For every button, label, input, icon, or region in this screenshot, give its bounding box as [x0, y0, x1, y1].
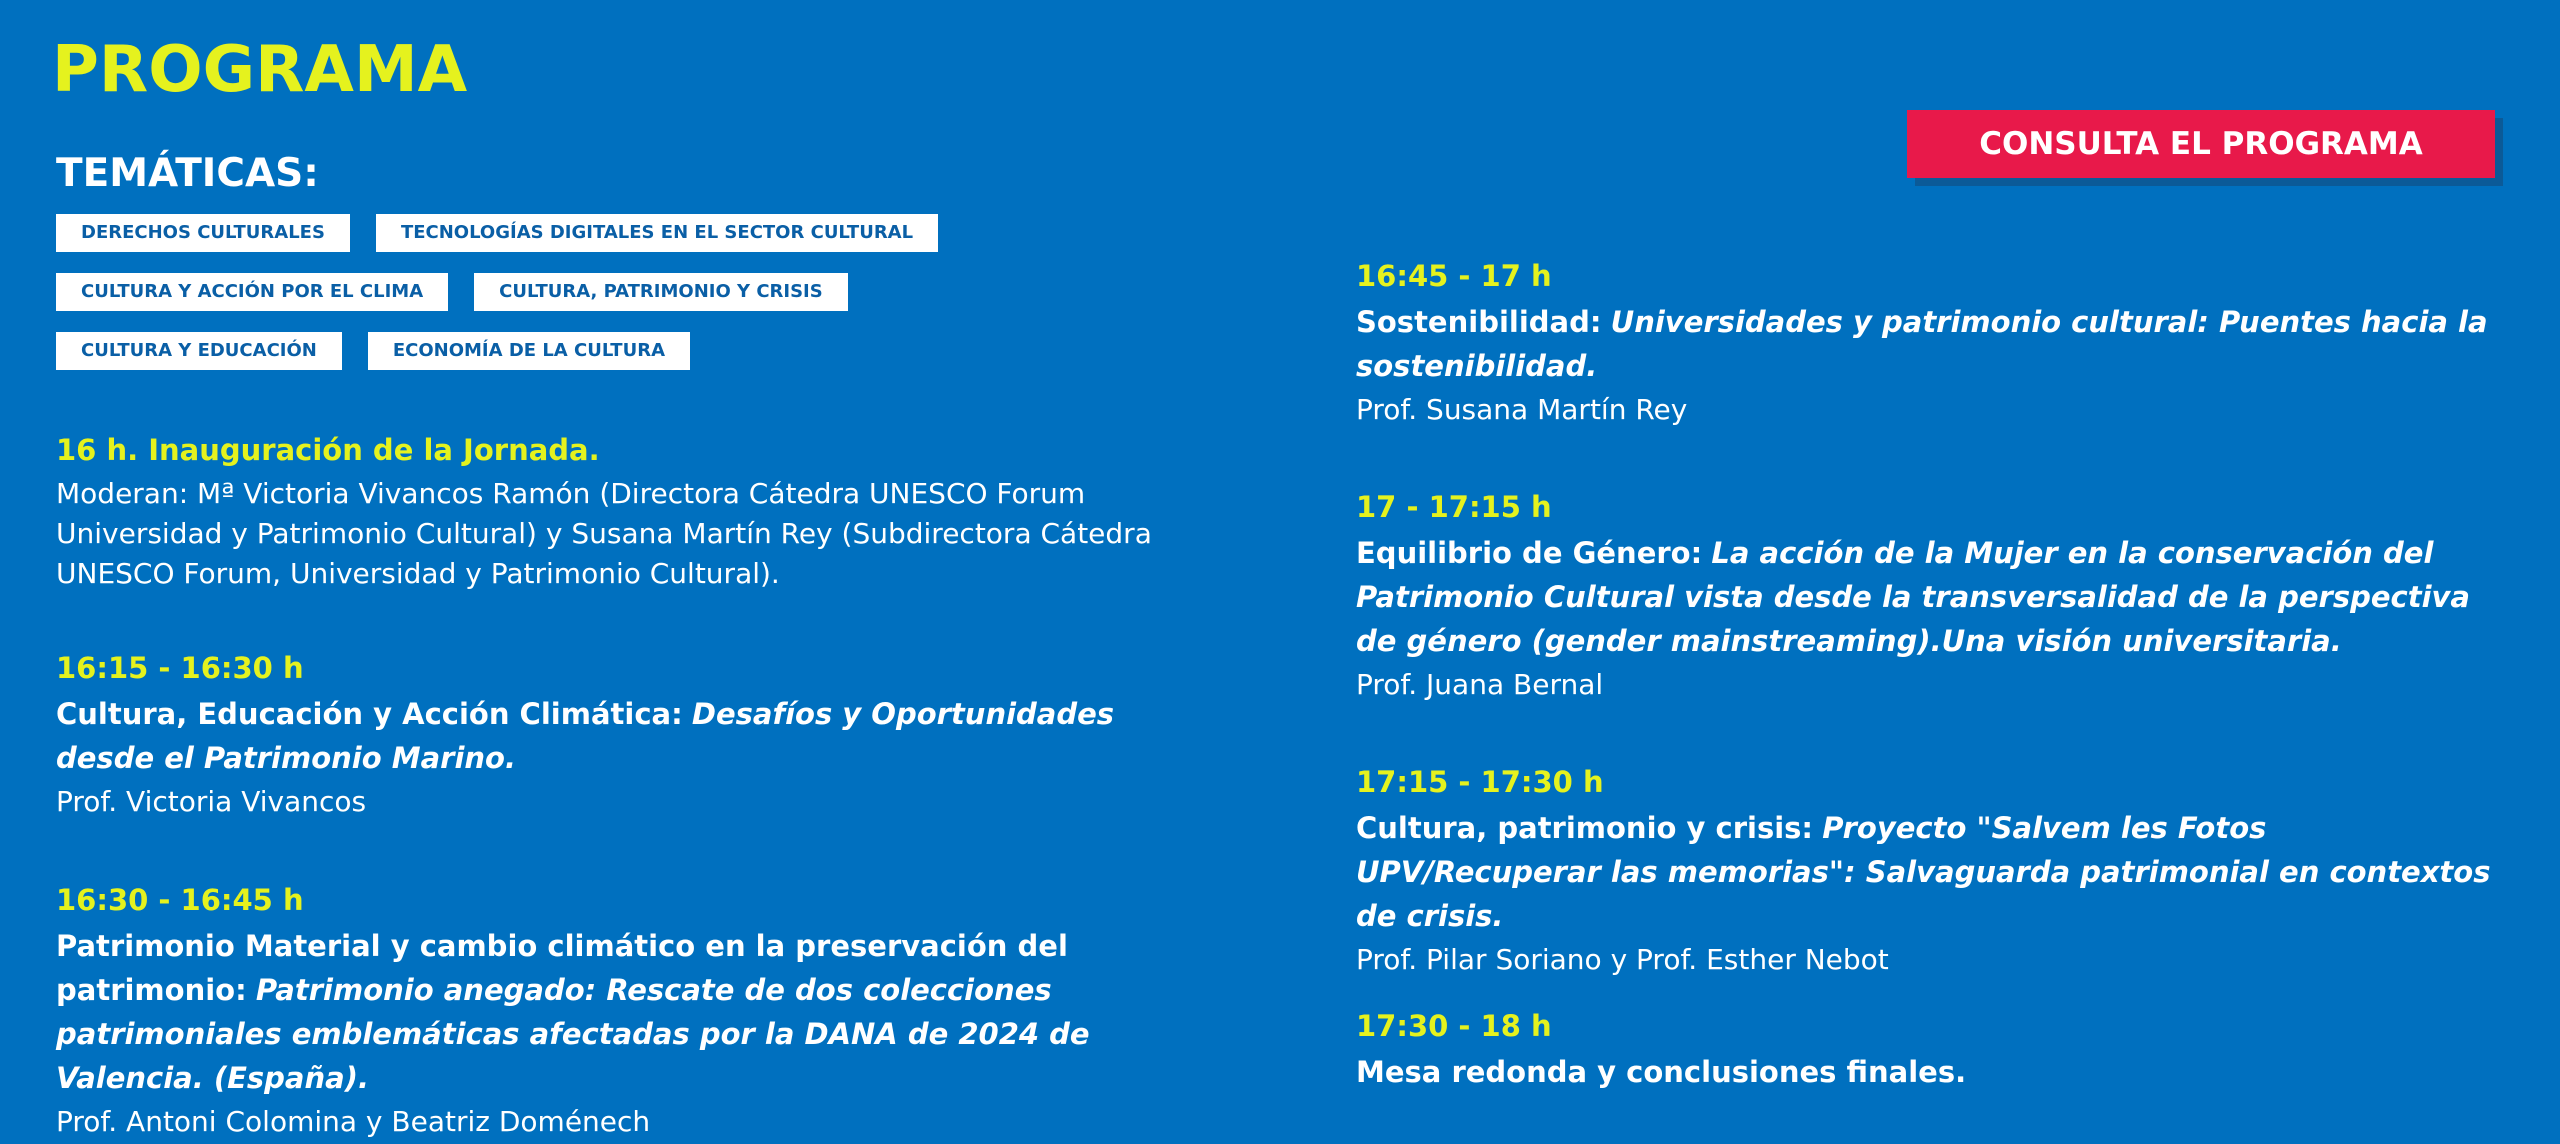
schedule-topic: Patrimonio Material y cambio climático en la preservación del patrimonio: [56, 929, 1068, 1007]
schedule-topic: Mesa redonda y conclusiones finales. [1356, 1055, 1967, 1089]
schedule-time: 16:15 - 16:30 h [56, 651, 304, 685]
schedule-time: 17 - 17:15 h [1356, 490, 1552, 524]
tematicas-heading: TEMÁTICAS: [56, 151, 319, 196]
schedule-topic: Sostenibilidad: [1356, 305, 1602, 339]
schedule-topic: Cultura, patrimonio y crisis: [1356, 811, 1814, 845]
tag-tecnologias-digitales[interactable]: TECNOLOGÍAS DIGITALES EN EL SECTOR CULTURAL [376, 214, 938, 252]
schedule-description [56, 692, 1206, 780]
schedule-time: 16 h. Inauguración de la Jornada. [56, 433, 600, 467]
tag-cultura-clima[interactable]: CULTURA Y ACCIÓN POR EL CLIMA [56, 273, 448, 311]
schedule-item-inauguracion [56, 430, 1206, 594]
schedule-moderators: Moderan: Mª Victoria Vivancos Ramón (Directora Cátedra UNESCO Forum Universidad y Patrimonio Cultural) y Susana Martín Rey (Subdirectora Cátedra UNESCO Forum, Universidad y Patrimonio Cultural). [56, 477, 1152, 590]
schedule-title: La acción de la Mujer en la conservación del Patrimonio Cultural vista desde la transversalidad de la perspectiva de género (gender mainstreaming).Una visión universitaria. [1356, 536, 2470, 658]
schedule-title: Universidades y patrimonio cultural: Puentes hacia la sostenibilidad. [1356, 305, 2488, 383]
schedule-item [56, 880, 1206, 1144]
schedule-title: Proyecto "Salvem les Fotos UPV/Recuperar las memorias": Salvaguarda patrimonial en contextos de crisis. [1356, 811, 2491, 933]
schedule-item [56, 648, 1206, 824]
schedule-item [1356, 762, 2516, 982]
schedule-topic: Cultura, Educación y Acción Climática: [56, 697, 683, 731]
schedule-speaker: Prof. Pilar Soriano y Prof. Esther Nebot [1356, 943, 1889, 976]
schedule-speaker: Prof. Susana Martín Rey [1356, 393, 1688, 426]
schedule-time: 17:15 - 17:30 h [1356, 765, 1604, 799]
schedule-speaker: Prof. Victoria Vivancos [56, 785, 367, 818]
schedule-item-mesa-redonda [1356, 1006, 2516, 1094]
schedule-item [1356, 256, 2516, 432]
tag-patrimonio-crisis[interactable]: CULTURA, PATRIMONIO Y CRISIS [474, 273, 848, 311]
schedule-description [1356, 1050, 2516, 1094]
schedule-speaker: Prof. Antoni Colomina y Beatriz Doménech [56, 1105, 651, 1138]
schedule-speaker: Prof. Juana Bernal [1356, 668, 1604, 701]
tag-derechos-culturales[interactable]: DERECHOS CULTURALES [56, 214, 350, 252]
schedule-description [1356, 300, 2516, 388]
tag-cultura-educacion[interactable]: CULTURA Y EDUCACIÓN [56, 332, 342, 370]
schedule-time: 17:30 - 18 h [1356, 1009, 1552, 1043]
tag-row [56, 273, 1156, 311]
tematicas-tags [56, 214, 1156, 391]
schedule-time: 16:30 - 16:45 h [56, 883, 304, 917]
page-title: PROGRAMA [52, 33, 468, 107]
schedule-topic: Equilibrio de Género: [1356, 536, 1703, 570]
tag-row [56, 214, 1156, 252]
schedule-item [1356, 487, 2516, 707]
schedule-title: Desafíos y Oportunidades desde el Patrimonio Marino. [56, 697, 1115, 775]
schedule-title: Patrimonio anegado: Rescate de dos colecciones patrimoniales emblemáticas afectadas por la DANA de 2024 de Valencia. (España). [56, 973, 1090, 1095]
schedule-description [1356, 531, 2516, 663]
schedule-time: 16:45 - 17 h [1356, 259, 1552, 293]
tag-economia-cultura[interactable]: ECONOMÍA DE LA CULTURA [368, 332, 690, 370]
consulta-programa-button[interactable]: CONSULTA EL PROGRAMA [1907, 110, 2495, 178]
schedule-description [56, 924, 1206, 1100]
schedule-description [1356, 806, 2516, 938]
tag-row [56, 332, 1156, 370]
